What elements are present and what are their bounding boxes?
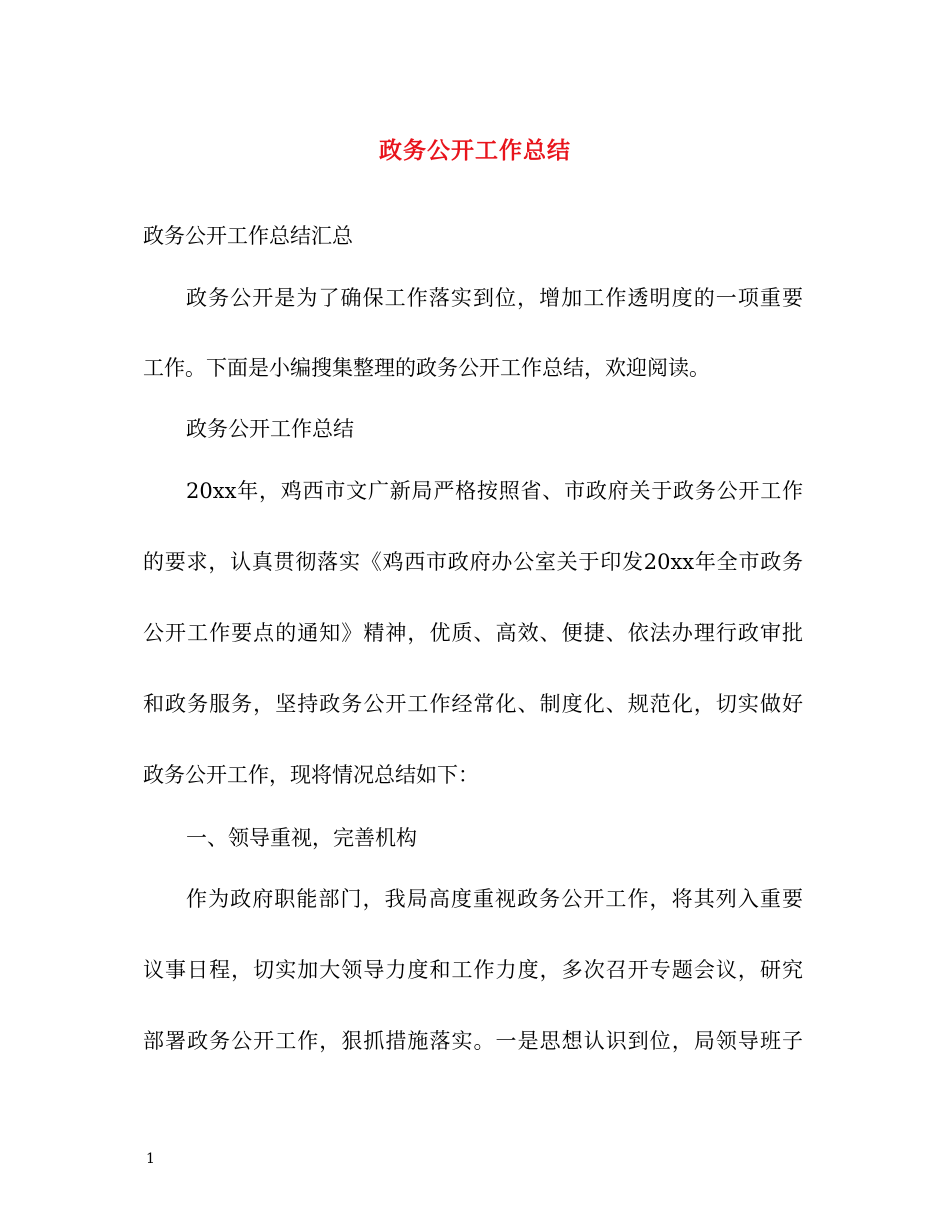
paragraph-line: 作为政府职能部门，我局高度重视政务公开工作，将其列入重要 — [186, 887, 803, 911]
paragraph-line: 和政务服务，坚持政务公开工作经常化、制度化、规范化，切实做好 — [143, 692, 803, 716]
subtitle-line: 政务公开工作总结汇总 — [143, 224, 353, 248]
document-title: 政务公开工作总结 — [379, 137, 571, 164]
paragraph-line: 议事日程，切实加大领导力度和工作力度，多次召开专题会议，研究 — [143, 958, 803, 982]
paragraph-line: 部署政务公开工作，狠抓措施落实。一是思想认识到位，局领导班子 — [143, 1029, 803, 1053]
paragraph-line: 政务公开是为了确保工作落实到位，增加工作透明度的一项重要 — [186, 286, 803, 310]
paragraph-line: 的要求，认真贯彻落实《鸡西市政府办公室关于印发20xx年全市政务 — [143, 550, 803, 574]
section-heading: 一、领导重视，完善机构 — [186, 826, 417, 850]
page-number: 1 — [146, 1151, 155, 1167]
paragraph-line: 工作。下面是小编搜集整理的政务公开工作总结，欢迎阅读。 — [143, 356, 710, 380]
section-heading: 政务公开工作总结 — [186, 417, 354, 441]
paragraph-line: 20xx年，鸡西市文广新局严格按照省、市政府关于政务公开工作 — [186, 479, 803, 503]
paragraph-line: 公开工作要点的通知》精神，优质、高效、便捷、依法办理行政审批 — [143, 621, 803, 645]
paragraph-line: 政务公开工作，现将情况总结如下： — [143, 763, 479, 787]
